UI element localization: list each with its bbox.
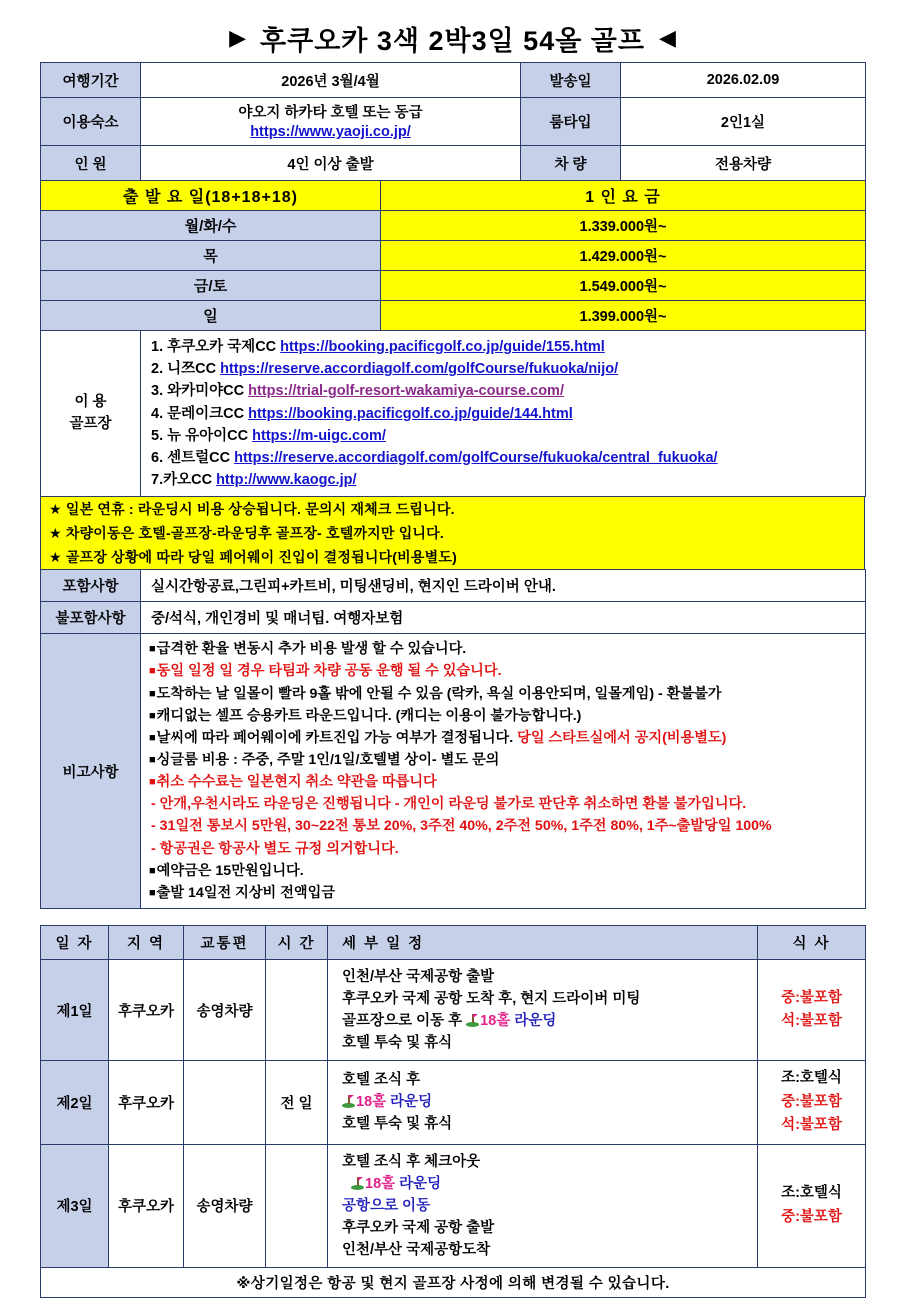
remark-text: 날씨에 따라 페어웨이에 카트진입 가능 여부가 결정됩니다. — [156, 729, 514, 746]
remarks-list — [149, 638, 861, 904]
price-day: 목 — [41, 241, 381, 271]
itinerary-time — [266, 960, 328, 1061]
price-fee: 1.339.000원~ — [381, 211, 866, 241]
golf-course-label — [41, 331, 141, 497]
rounding-label: 라운딩 — [386, 1094, 433, 1111]
golf-course-list-cell — [141, 331, 866, 497]
golf-course-link[interactable]: https://reserve.accordiagolf.com/golfCourse/fukuoka/nijo/ — [220, 361, 619, 378]
golf-label-line2: 골프장 — [69, 415, 112, 432]
bullet-icon: ■ — [149, 643, 156, 656]
table-row — [41, 634, 866, 909]
golf-flag-icon — [342, 1095, 355, 1108]
detail-text: 골프장으로 이동 후 — [342, 1013, 467, 1030]
itinerary-header-meals: 식 사 — [758, 926, 866, 960]
travel-period-value: 2026년 3월/4월 — [141, 63, 521, 98]
right-triangle-icon: ◀ — [658, 25, 676, 50]
itinerary-detail-line — [342, 988, 757, 1010]
hotel-label: 이용숙소 — [41, 98, 141, 146]
itinerary-area: 후쿠오카 — [109, 1061, 184, 1144]
remark-text: 예약금은 15만원입니다. — [156, 862, 304, 879]
golf-course-item — [151, 403, 865, 425]
itinerary-row — [41, 1061, 866, 1144]
vehicle-value: 전용차량 — [621, 146, 866, 181]
exclude-label: 불포함사항 — [41, 602, 141, 634]
table-row — [41, 570, 866, 602]
itinerary-detail-line — [342, 1010, 757, 1032]
itinerary-header-details: 세 부 일 정 — [328, 926, 758, 960]
itinerary-detail-line — [342, 1173, 757, 1195]
itinerary-row — [41, 960, 866, 1061]
golf-course-link[interactable]: https://reserve.accordiagolf.com/golfCourse/fukuoka/central_fukuoka/ — [234, 449, 718, 466]
exclude-value: 중/석식, 개인경비 및 매너팁. 여행자보험 — [141, 602, 866, 634]
remark-line — [149, 771, 861, 793]
golf-course-link[interactable]: https://booking.pacificgolf.co.jp/guide/144.html — [248, 405, 573, 422]
vehicle-label: 차 량 — [521, 146, 621, 181]
table-row — [41, 271, 866, 301]
golf-course-list — [151, 336, 865, 491]
remark-text: - 안개,우천시라도 라운딩은 진행됩니다 - 개인이 라운딩 불가로 판단후 취소하면 환불 불가입니다. — [151, 796, 747, 813]
golf-course-link[interactable]: https://trial-golf-resort-wakamiya-course.com/ — [248, 383, 564, 400]
left-triangle-icon: ▶ — [229, 25, 247, 50]
golf-course-item — [151, 469, 865, 491]
golf-label-line1: 이 용 — [74, 393, 107, 410]
golf-course-item — [151, 336, 865, 358]
itinerary-detail-line — [342, 1217, 757, 1239]
remark-line — [149, 793, 861, 815]
special-note: ★ 차량이동은 호텔-골프장-라운딩후 골프장- 호텔까지만 입니다. — [41, 521, 865, 545]
bullet-icon: ■ — [149, 753, 156, 766]
room-type-value: 2인1실 — [621, 98, 866, 146]
remark-line — [149, 882, 861, 904]
golf-course-table — [40, 330, 866, 497]
itinerary-detail-line — [342, 1151, 757, 1173]
table-row — [41, 497, 865, 522]
send-date-value: 2026.02.09 — [621, 63, 866, 98]
meal-line: 중:불포함 — [781, 1093, 842, 1110]
table-row — [41, 98, 866, 146]
hole-count: 18홀 — [356, 1094, 387, 1111]
golf-course-name: 1. 후쿠오카 국제CC — [151, 339, 281, 355]
remark-line — [149, 638, 861, 660]
remark-line — [149, 838, 861, 860]
itinerary-details — [328, 960, 758, 1061]
itinerary-area: 후쿠오카 — [109, 960, 184, 1061]
price-day: 월/화/수 — [41, 211, 381, 241]
hole-count: 18홀 — [480, 1013, 511, 1030]
itinerary-header-time: 시 간 — [266, 926, 328, 960]
remark-text: 싱글룸 비용 : 주중, 주말 1인/1일/호텔별 상이- 별도 문의 — [156, 751, 500, 768]
itinerary-body — [41, 960, 866, 1268]
itinerary-detail-line — [342, 1091, 757, 1113]
hotel-value-cell — [141, 98, 521, 146]
include-value: 실시간항공료,그린피+카트비, 미팅샌딩비, 현지인 드라이버 안내. — [141, 570, 866, 602]
people-label: 인 원 — [41, 146, 141, 181]
room-type-label: 룸타입 — [521, 98, 621, 146]
detail-text: 호텔 투숙 및 휴식 — [342, 1035, 453, 1052]
special-note: ★ 일본 연휴 : 라운딩시 비용 상승됩니다. 문의시 재체크 드립니다. — [41, 497, 865, 522]
itinerary-header-transport: 교통편 — [184, 926, 266, 960]
itinerary-details — [328, 1061, 758, 1144]
itinerary-footnote: ※상기일정은 항공 및 현지 골프장 사정에 의해 변경될 수 있습니다. — [41, 1267, 866, 1297]
bullet-icon: ■ — [149, 776, 156, 789]
departure-day-header: 출 발 요 일(18+18+18) — [41, 181, 381, 211]
itinerary-detail-line — [342, 1032, 757, 1054]
detail-text: 호텔 조식 후 — [342, 1072, 421, 1089]
golf-course-link[interactable]: https://booking.pacificgolf.co.jp/guide/155.html — [280, 339, 605, 355]
price-day: 금/토 — [41, 271, 381, 301]
golf-course-item — [151, 447, 865, 469]
detail-text: 공항으로 이동 — [342, 1197, 431, 1214]
table-row — [41, 241, 866, 271]
table-row — [41, 181, 866, 211]
itinerary-header-day: 일 자 — [41, 926, 109, 960]
people-value: 4인 이상 출발 — [141, 146, 521, 181]
detail-text: 인천/부산 국제공항 출발 — [342, 969, 495, 986]
golf-course-link[interactable]: https://m-uigc.com/ — [252, 427, 386, 444]
remark-line — [149, 749, 861, 771]
meal-line: 조:호텔식 — [781, 1185, 842, 1202]
travel-period-label: 여행기간 — [41, 63, 141, 98]
rounding-label: 라운딩 — [395, 1175, 442, 1192]
golf-course-name: 5. 뉴 유아이CC — [151, 427, 253, 444]
table-row — [41, 63, 866, 98]
price-fee: 1.549.000원~ — [381, 271, 866, 301]
golf-flag-icon — [351, 1177, 364, 1190]
golf-course-name: 6. 센트럴CC — [151, 449, 235, 466]
remark-text: 도착하는 날 일몰이 빨라 9홀 밖에 안될 수 있음 (락카, 욕실 이용안되며, 일몰게임) - 환불불가 — [156, 685, 722, 702]
meal-line: 조:호텔식 — [781, 1070, 842, 1087]
itinerary-detail-line — [342, 1195, 757, 1217]
itinerary-transport: 송영차량 — [184, 1144, 266, 1267]
itinerary-meals — [758, 960, 866, 1061]
remarks-table — [40, 633, 866, 909]
table-row — [41, 146, 866, 181]
page-title — [40, 0, 865, 62]
bullet-icon: ■ — [149, 687, 156, 700]
price-day: 일 — [41, 301, 381, 331]
itinerary-day: 제3일 — [41, 1144, 109, 1267]
itinerary-time — [266, 1144, 328, 1267]
remark-line — [149, 705, 861, 727]
bullet-icon: ■ — [149, 709, 156, 722]
detail-text: 후쿠오카 국제 공항 출발 — [342, 1219, 495, 1236]
remark-text: 동일 일정 일 경우 타팀과 차량 공동 운행 될 수 있습니다. — [156, 663, 502, 680]
itinerary-day: 제1일 — [41, 960, 109, 1061]
remark-text-highlight: 당일 스타트실에서 공지(비용별도) — [513, 729, 727, 746]
send-date-label: 발송일 — [521, 63, 621, 98]
itinerary-header-area: 지 역 — [109, 926, 184, 960]
remark-line — [149, 683, 861, 705]
title-text: 후쿠오카 3색 2박3일 54올 골프 — [260, 25, 645, 56]
trip-info-table — [40, 62, 866, 181]
table-row — [41, 331, 866, 497]
remark-line — [149, 727, 861, 749]
itinerary-detail-line — [342, 966, 757, 988]
meal-line: 중:불포함 — [781, 1208, 842, 1225]
table-row — [41, 521, 865, 545]
golf-flag-icon — [466, 1014, 479, 1027]
include-label: 포함사항 — [41, 570, 141, 602]
itinerary-details — [328, 1144, 758, 1267]
golf-course-item — [151, 358, 865, 380]
itinerary-row — [41, 1144, 866, 1267]
detail-text: 호텔 투숙 및 휴식 — [342, 1116, 453, 1133]
itinerary-detail-line — [342, 1069, 757, 1091]
meal-line: 석:불포함 — [781, 1117, 842, 1134]
itinerary-transport: 송영차량 — [184, 960, 266, 1061]
itinerary-meals — [758, 1144, 866, 1267]
bullet-icon: ■ — [149, 731, 156, 744]
golf-course-name: 2. 니쯔CC — [151, 361, 221, 378]
detail-text: 인천/부산 국제공항도착 — [342, 1241, 491, 1258]
remarks-body — [141, 634, 866, 909]
table-row — [41, 301, 866, 331]
remark-text: - 항공권은 항공사 별도 규정 의거합니다. — [151, 840, 399, 857]
itinerary-detail-line — [342, 1239, 757, 1261]
per-person-fee-header: 1 인 요 금 — [381, 181, 866, 211]
remarks-label: 비고사항 — [41, 634, 141, 909]
table-row — [41, 545, 865, 570]
meal-line: 중:불포함 — [781, 989, 842, 1006]
special-notes-table — [40, 496, 865, 570]
golf-course-name: 4. 문레이크CC — [151, 405, 249, 422]
remark-text: 급격한 환율 변동시 추가 비용 발생 할 수 있습니다. — [156, 641, 467, 658]
remark-text: 취소 수수료는 일본현지 취소 약관을 따릅니다 — [156, 774, 437, 791]
itinerary-table — [40, 925, 866, 1298]
hole-count: 18홀 — [365, 1175, 396, 1192]
golf-course-link[interactable]: http://www.kaogc.jp/ — [216, 472, 357, 489]
itinerary-area: 후쿠오카 — [109, 1144, 184, 1267]
bullet-icon: ■ — [149, 886, 156, 899]
itinerary-header-row — [41, 926, 866, 960]
price-fee: 1.429.000원~ — [381, 241, 866, 271]
itinerary-transport — [184, 1061, 266, 1144]
golf-course-item — [151, 380, 865, 402]
itinerary-day: 제2일 — [41, 1061, 109, 1144]
itinerary-time: 전 일 — [266, 1061, 328, 1144]
detail-text: 호텔 조식 후 체크아웃 — [342, 1153, 481, 1170]
price-table — [40, 180, 866, 331]
itinerary-meals — [758, 1061, 866, 1144]
remark-line — [149, 660, 861, 682]
golf-course-item — [151, 425, 865, 447]
remark-text: 캐디없는 셀프 승용카트 라운드입니다. (캐디는 이용이 불가능합니다.) — [156, 707, 582, 724]
itinerary-detail-line — [342, 1113, 757, 1135]
remark-text: 출발 14일전 지상비 전액입금 — [156, 884, 336, 901]
meal-line: 석:불포함 — [781, 1013, 842, 1030]
special-note: ★ 골프장 상황에 따라 당일 페어웨이 진입이 결정됩니다(비용별도) — [41, 545, 865, 570]
remark-line — [149, 860, 861, 882]
hotel-link[interactable]: https://www.yaoji.co.jp/ — [250, 124, 411, 140]
remark-line — [149, 815, 861, 837]
inclusions-table — [40, 569, 866, 634]
golf-course-name: 7.카오CC — [151, 472, 217, 489]
table-row — [41, 211, 866, 241]
price-fee: 1.399.000원~ — [381, 301, 866, 331]
table-row — [41, 602, 866, 634]
rounding-label: 라운딩 — [510, 1013, 557, 1030]
remark-text: - 31일전 통보시 5만원, 30~22전 통보 20%, 3주전 40%, 2주전 50%, 1주전 80%, 1주~출발당일 100% — [151, 818, 772, 835]
itinerary-footnote-row — [41, 1267, 866, 1297]
bullet-icon: ■ — [149, 864, 156, 877]
hotel-name: 야오지 하카타 호텔 또는 동급 — [238, 104, 423, 121]
golf-course-name: 3. 와카미야CC — [151, 383, 249, 400]
bullet-icon: ■ — [149, 665, 156, 678]
detail-text: 후쿠오카 국제 공항 도착 후, 현지 드라이버 미팅 — [342, 991, 641, 1008]
